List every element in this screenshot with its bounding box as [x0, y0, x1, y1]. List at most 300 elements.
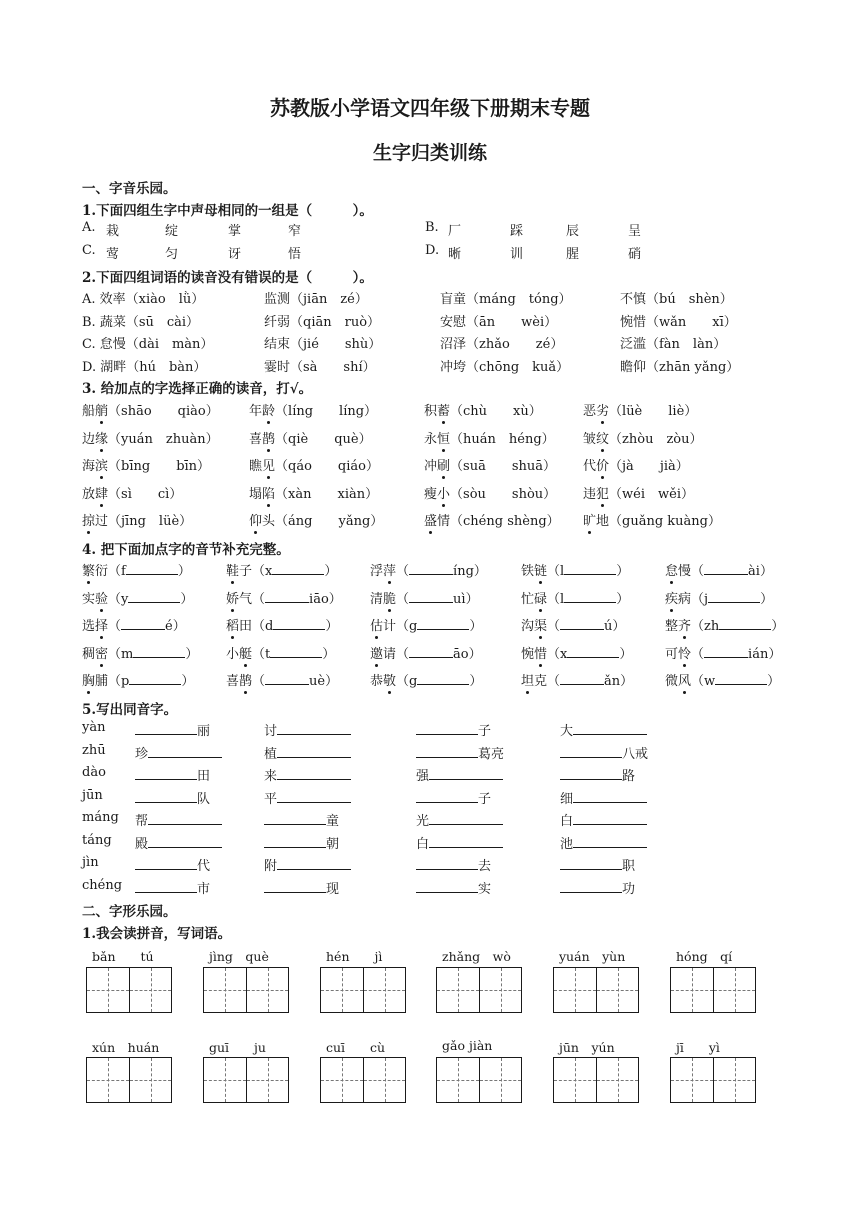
pinyin-choices: （chù xù） [450, 404, 542, 419]
answer-blank [264, 835, 326, 848]
word-char: 塌 [249, 486, 263, 502]
grid-pinyin: cuī cù [326, 1040, 386, 1055]
syllable-item [82, 560, 191, 579]
given-char: 现 [326, 881, 340, 897]
answer-blank [277, 790, 351, 803]
given-char: 白 [416, 836, 430, 852]
tian-box [321, 968, 363, 1012]
answer-blank [560, 880, 622, 893]
word-char: 病 [678, 591, 692, 607]
dotted-char: 碌 [534, 588, 547, 607]
given-char: 丽 [197, 724, 211, 739]
tian-box [363, 968, 405, 1012]
syllable-item [370, 615, 482, 634]
given-char: 八戒 [622, 746, 649, 762]
dotted-char: 旷 [583, 510, 596, 529]
word-char: 船 [82, 404, 96, 419]
answer-blank [264, 880, 326, 893]
choice-item [424, 428, 555, 447]
option-char: 匀 [165, 247, 179, 262]
word-char: 气 [239, 591, 253, 607]
tian-box [321, 1058, 363, 1102]
dotted-char: 胸 [82, 670, 95, 689]
choice-item [424, 483, 556, 502]
page-title: 苏教版小学语文四年级下册期末专题 [270, 96, 590, 120]
syllable-item [665, 615, 784, 634]
dotted-char: 艇 [239, 643, 252, 662]
answer-blank [416, 790, 478, 803]
dotted-char: 估 [370, 615, 383, 634]
word-char: 铁 [521, 564, 535, 579]
page-subtitle: 生字归类训练 [372, 142, 487, 164]
grid-pinyin: guī ju [209, 1040, 266, 1055]
syllable-close: ） [616, 564, 630, 579]
answer-blank [417, 617, 469, 630]
given-char: 池 [560, 836, 574, 852]
choice-item [583, 510, 721, 529]
tian-grid [670, 967, 756, 1013]
homophone-cell [135, 810, 222, 829]
homophone-pinyin: jūn [82, 787, 103, 803]
pinyin-choices: （jà jià） [609, 459, 689, 474]
pinyin-choices: （líng líng） [275, 404, 378, 419]
answer-blank [135, 857, 197, 870]
syllable-open: （t [252, 646, 271, 662]
reading-pair: C. 怠慢（dài màn） [82, 337, 214, 352]
grid-pinyin: jī yì [676, 1040, 720, 1055]
option-char: 踩 [510, 224, 524, 239]
syllable-open: （ [252, 591, 266, 607]
answer-blank [429, 767, 503, 780]
answer-blank [704, 562, 748, 575]
dotted-char: 小 [437, 483, 450, 502]
word-char: 冲 [424, 459, 438, 474]
tian-box [479, 1058, 521, 1102]
syllable-open: （ [547, 619, 561, 634]
option-char: 窄 [288, 224, 302, 239]
homophone-cell [560, 878, 635, 897]
syllable-close: ） [177, 564, 191, 579]
dotted-char: 择 [95, 615, 108, 634]
answer-blank [564, 562, 616, 575]
answer-blank [416, 880, 478, 893]
given-char: 市 [197, 881, 211, 897]
tian-box [129, 968, 171, 1012]
answer-blank [409, 590, 453, 603]
syllable-close: ） [767, 674, 781, 689]
tian-grid [86, 1057, 172, 1103]
choice-item [424, 455, 556, 474]
homophone-cell [264, 765, 351, 784]
word-char: 喜 [226, 674, 240, 689]
given-char: 附 [264, 859, 278, 874]
syllable-open: （p [108, 674, 130, 689]
answer-blank [429, 812, 503, 825]
word-char: 稠 [82, 646, 96, 662]
dotted-char: 刷 [437, 455, 450, 474]
reading-pair: 惋惜（wǎn xī） [620, 314, 737, 330]
syllable-open: （ [396, 564, 410, 579]
grid-pinyin: hóng qí [676, 949, 733, 964]
answer-blank [277, 767, 351, 780]
dotted-char: 蓄 [437, 400, 450, 419]
homophone-cell [135, 878, 210, 897]
tian-box [671, 968, 713, 1012]
grid-pinyin: hén jì [326, 949, 383, 964]
pinyin-choices: （jīng lüè） [108, 514, 193, 529]
syllable-item [82, 588, 193, 607]
given-char: 强 [416, 769, 430, 784]
syllable-close: ） [619, 646, 633, 662]
question-2-label: 2.下面四组词语的读音没有错误的是（ ）。 [82, 270, 373, 286]
homophone-pinyin: máng [82, 810, 119, 825]
pinyin-choices: （huán héng） [450, 431, 555, 447]
option-char: 栽 [106, 224, 120, 239]
syllable-item [226, 588, 342, 607]
syllable-open: （g [396, 619, 418, 634]
dotted-char: 坦 [521, 670, 534, 689]
syllable-close: āo） [453, 646, 482, 662]
syllable-item [370, 560, 487, 579]
homophone-cell [135, 788, 210, 807]
homophone-cell [560, 765, 635, 784]
pinyin-choices: （sì cì） [108, 486, 183, 502]
syllable-open: （ [108, 619, 122, 634]
answer-blank [560, 767, 622, 780]
syllable-close: ） [469, 619, 483, 634]
pinyin-choices: （qiè què） [275, 431, 372, 447]
word-char: 头 [262, 514, 276, 529]
syllable-open: （l [547, 564, 565, 579]
answer-blank [121, 617, 165, 630]
answer-blank [264, 812, 326, 825]
word-char: 喜 [249, 431, 263, 447]
homophone-pinyin: yàn [82, 720, 106, 735]
given-char: 葛亮 [478, 746, 505, 762]
tian-box [437, 1058, 479, 1102]
syllable-item [370, 643, 482, 662]
answer-blank [135, 722, 197, 735]
choice-item [82, 455, 210, 474]
given-char: 大 [560, 724, 574, 739]
option-char: 讶 [228, 247, 242, 262]
answer-blank [417, 672, 469, 685]
tian-box [204, 1058, 246, 1102]
word-char: 微 [665, 674, 679, 689]
answer-blank [715, 672, 767, 685]
syllable-close: ） [185, 646, 199, 662]
answer-blank [560, 672, 604, 685]
part2-question-1-label: 1.我会读拼音，写词语。 [82, 926, 232, 942]
homophone-cell [560, 743, 648, 762]
choice-item [583, 400, 697, 419]
homophone-cell [560, 855, 635, 874]
tian-grid [203, 967, 289, 1013]
dotted-char: 疾 [665, 588, 678, 607]
word-char: 清 [370, 591, 384, 607]
word-char: 放 [82, 486, 96, 502]
tian-box [713, 1058, 755, 1102]
option-char: 莺 [106, 247, 120, 262]
option-key: B. [425, 220, 439, 235]
syllable-open: （ [396, 591, 410, 607]
grid-pinyin: jūn yún [559, 1040, 615, 1055]
syllable-close: ） [325, 619, 339, 634]
homophone-cell [416, 878, 491, 897]
pinyin-choices: （shāo qiào） [108, 404, 219, 419]
given-char: 珍 [135, 746, 149, 762]
choice-item [249, 510, 383, 529]
word-char: 子 [239, 564, 253, 579]
syllable-close: íng） [453, 564, 487, 579]
answer-blank [277, 745, 351, 758]
word-char: 可 [665, 646, 679, 662]
given-char: 子 [478, 791, 492, 807]
homophone-pinyin: táng [82, 832, 112, 848]
word-char: 皱 [583, 431, 597, 447]
answer-blank [416, 745, 478, 758]
word-char: 积 [424, 404, 438, 419]
reading-pair: 泛滥（fàn làn） [620, 337, 727, 352]
syllable-close: ián） [748, 646, 782, 662]
given-char: 植 [264, 746, 278, 762]
choice-item [82, 400, 219, 419]
word-char: 小 [226, 646, 240, 662]
tian-box [713, 968, 755, 1012]
dotted-char: 鹊 [239, 670, 252, 689]
choice-item [424, 400, 542, 419]
syllable-close: ài） [748, 564, 773, 579]
syllable-open: （ [691, 646, 705, 662]
tian-box [596, 968, 638, 1012]
reading-pair: D. 湖畔（hú bàn） [82, 359, 207, 375]
syllable-item [82, 643, 198, 662]
dotted-char: 缘 [95, 428, 108, 447]
reading-pair: 沼泽（zhǎo zé） [440, 337, 564, 352]
homophone-cell [264, 810, 339, 829]
answer-blank [429, 835, 503, 848]
word-char: 瞧 [249, 459, 263, 474]
grid-pinyin: jìng què [209, 949, 269, 964]
tian-box [437, 968, 479, 1012]
answer-blank [272, 562, 324, 575]
dotted-char: 齐 [678, 615, 691, 634]
option-char: 晰 [448, 247, 462, 262]
answer-blank [129, 672, 181, 685]
answer-blank [148, 812, 222, 825]
choice-item [583, 455, 689, 474]
given-char: 帮 [135, 814, 149, 829]
dotted-char: 风 [678, 670, 691, 689]
homophone-cell [264, 720, 351, 739]
answer-blank [560, 857, 622, 870]
given-char: 童 [326, 814, 340, 829]
answer-blank [567, 645, 619, 658]
syllable-item [226, 643, 335, 662]
option-char: 厂 [448, 224, 462, 239]
homophone-cell [416, 810, 503, 829]
dotted-char: 验 [95, 588, 108, 607]
choice-item [249, 428, 372, 447]
dotted-char: 链 [534, 560, 547, 579]
given-char: 队 [197, 791, 211, 807]
answer-blank [135, 790, 197, 803]
grid-pinyin: xún huán [92, 1040, 160, 1055]
homophone-pinyin: dào [82, 765, 106, 780]
given-char: 来 [264, 769, 278, 784]
dotted-char: 怜 [678, 643, 691, 662]
dotted-char: 怠 [665, 560, 678, 579]
syllable-close: ） [760, 591, 774, 607]
dotted-char: 肆 [95, 483, 108, 502]
tian-grid [320, 967, 406, 1013]
homophone-cell [416, 765, 503, 784]
reading-pair: 不慎（bú shèn） [620, 292, 733, 307]
word-char: 慢 [678, 564, 692, 579]
homophone-cell [560, 810, 647, 829]
syllable-open: （j [691, 591, 709, 607]
syllable-item [521, 670, 633, 689]
homophone-cell [135, 743, 222, 762]
given-char: 去 [478, 859, 492, 874]
word-char: 惋 [521, 646, 535, 662]
word-char: 地 [596, 514, 610, 529]
syllable-open: （d [252, 619, 274, 634]
homophone-cell [560, 833, 647, 852]
dotted-char: 惜 [534, 643, 547, 662]
syllable-item [521, 643, 632, 662]
word-char: 沟 [521, 619, 535, 634]
dotted-char: 恒 [437, 428, 450, 447]
given-char: 朝 [326, 836, 340, 852]
syllable-close: ǎn） [604, 674, 634, 689]
given-char: 代 [197, 859, 211, 874]
pinyin-choices: （bīng bīn） [108, 459, 211, 474]
syllable-item [665, 560, 773, 579]
syllable-open: （m [108, 646, 134, 662]
answer-blank [719, 617, 771, 630]
syllable-close: ） [771, 619, 785, 634]
syllable-item [521, 615, 625, 634]
syllable-item [226, 615, 338, 634]
homophone-pinyin: chéng [82, 877, 123, 893]
word-char: 边 [82, 431, 96, 447]
homophone-cell [135, 720, 210, 739]
answer-blank [135, 880, 197, 893]
pinyin-choices: （suā shuā） [450, 459, 556, 474]
dotted-char: 价 [596, 455, 609, 474]
choice-item [249, 400, 377, 419]
syllable-open: （ [396, 646, 410, 662]
reading-pair: 安慰（ān wèi） [440, 314, 558, 330]
word-char: 请 [383, 646, 397, 662]
homophone-cell [264, 833, 339, 852]
answer-blank [277, 857, 351, 870]
choice-item [424, 510, 560, 529]
choice-item [82, 483, 182, 502]
answer-blank [135, 767, 197, 780]
answer-blank [573, 812, 647, 825]
tian-box [87, 968, 129, 1012]
answer-blank [148, 835, 222, 848]
syllable-item [82, 670, 194, 689]
question-4-label: 4. 把下面加点字的音节补充完整。 [82, 542, 290, 558]
pinyin-choices: （áng yǎng） [275, 514, 384, 529]
answer-blank [133, 645, 185, 658]
grid-pinyin: zhǎng wò [442, 949, 511, 964]
homophone-cell [264, 855, 351, 874]
syllable-close: uè） [309, 674, 339, 689]
given-char: 讨 [264, 724, 278, 739]
word-char: 实 [82, 591, 96, 607]
syllable-close: ） [616, 591, 630, 607]
homophone-cell [560, 788, 647, 807]
pinyin-choices: （xàn xiàn） [275, 486, 379, 502]
syllable-item [665, 643, 781, 662]
homophone-pinyin: jìn [82, 855, 99, 870]
word-char: 代 [583, 459, 597, 474]
tian-grid [553, 1057, 639, 1103]
answer-blank [704, 645, 748, 658]
reading-pair: 霎时（sà shí） [264, 359, 376, 375]
syllable-item [665, 670, 780, 689]
dotted-char: 敬 [383, 670, 396, 689]
dotted-char: 密 [95, 643, 108, 662]
given-char: 殿 [135, 836, 149, 852]
word-char: 田 [239, 619, 253, 634]
answer-blank [573, 835, 647, 848]
word-char: 计 [383, 619, 397, 634]
word-char: 情 [437, 514, 451, 529]
syllable-open: （f [108, 564, 126, 579]
reading-pair: A. 效率（xiào lǜ） [82, 292, 205, 307]
answer-blank [265, 672, 309, 685]
given-char: 路 [622, 769, 636, 784]
syllable-open: （zh [691, 619, 720, 634]
tian-grid [553, 967, 639, 1013]
homophone-cell [135, 855, 210, 874]
syllable-close: ） [469, 674, 483, 689]
dotted-char: 萍 [383, 560, 396, 579]
syllable-open: （w [691, 674, 716, 689]
dotted-char: 仰 [249, 510, 262, 529]
dotted-char: 渠 [534, 615, 547, 634]
grid-pinyin: gǎo jiàn [442, 1038, 493, 1053]
word-char: 年 [249, 404, 263, 419]
syllable-item [665, 588, 773, 607]
tian-box [671, 1058, 713, 1102]
dotted-char: 滨 [95, 455, 108, 474]
syllable-item [521, 588, 629, 607]
tian-box [246, 968, 288, 1012]
syllable-item [370, 588, 479, 607]
option-char: 训 [510, 247, 524, 262]
word-char: 永 [424, 431, 438, 447]
pinyin-choices: （yuán zhuàn） [108, 431, 219, 447]
tian-box [479, 968, 521, 1012]
syllable-open: （ [547, 674, 561, 689]
pinyin-choices: （zhòu zòu） [609, 431, 703, 447]
homophone-cell [416, 855, 491, 874]
word-char: 瘦 [424, 486, 438, 502]
word-char: 克 [534, 674, 548, 689]
tian-box [87, 1058, 129, 1102]
option-key: C. [82, 243, 96, 258]
choice-item [583, 483, 694, 502]
answer-blank [270, 645, 322, 658]
word-char: 海 [82, 459, 96, 474]
tian-grid [86, 967, 172, 1013]
